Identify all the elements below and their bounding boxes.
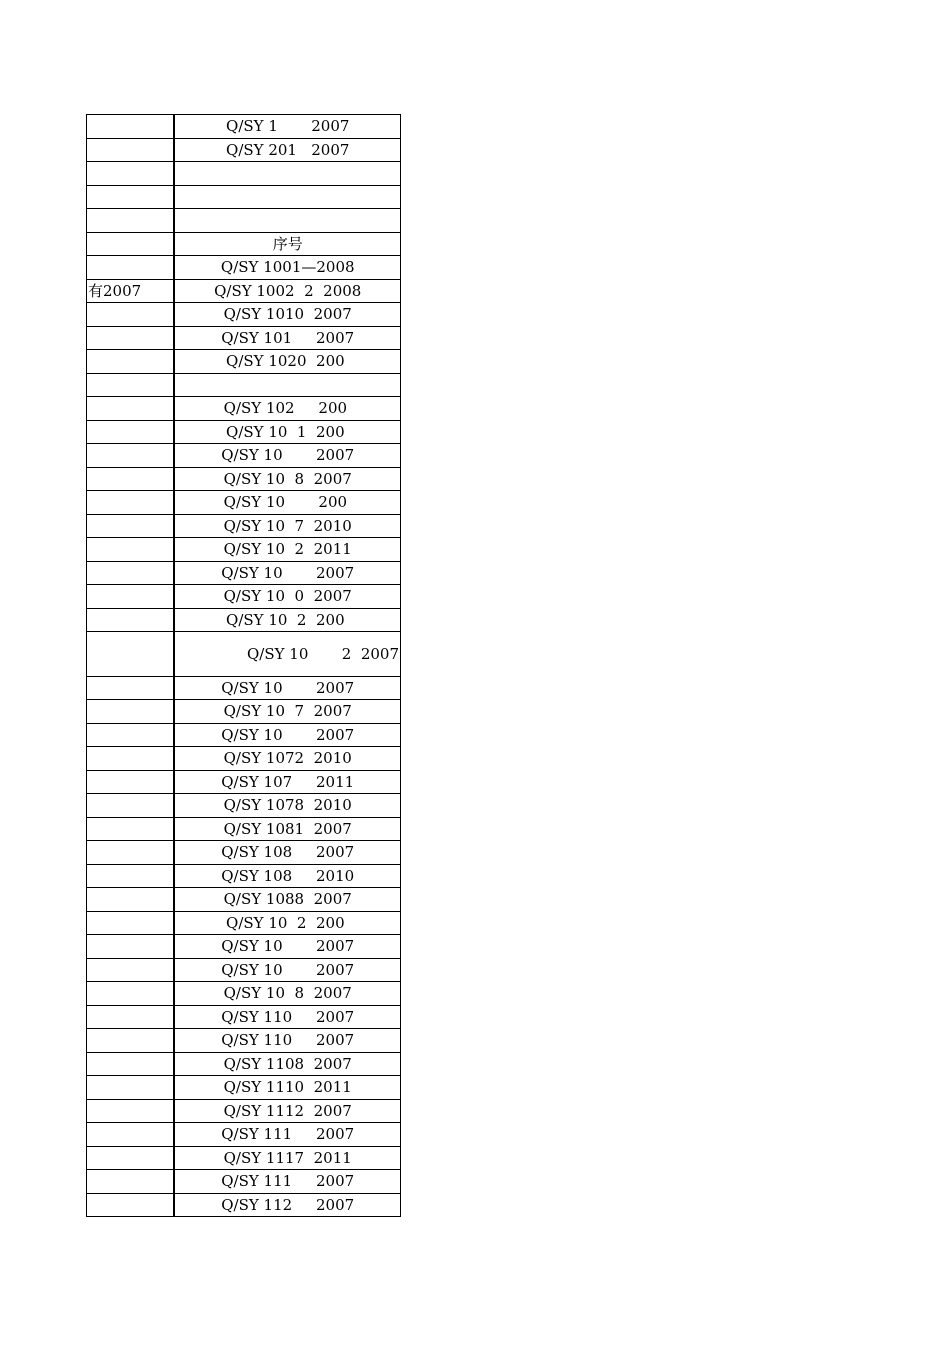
table-row (86, 1170, 401, 1194)
cell-col-a[interactable] (86, 233, 175, 256)
table-row (86, 632, 401, 677)
cell-col-a[interactable] (86, 162, 175, 185)
cell-col-a[interactable] (86, 515, 175, 538)
table-row (86, 1147, 401, 1171)
table-row (86, 1076, 401, 1100)
cell-col-a[interactable] (86, 747, 175, 770)
cell-col-a[interactable] (86, 256, 175, 279)
table-row (86, 209, 401, 233)
cell-col-a[interactable] (86, 1100, 175, 1123)
cell-col-b[interactable]: Q/SY 10 2 200 (175, 912, 401, 935)
cell-col-a[interactable] (86, 1006, 175, 1029)
cell-col-b[interactable]: Q/SY 10 2007 (175, 562, 401, 585)
cell-col-a[interactable] (86, 982, 175, 1005)
cell-col-a[interactable] (86, 585, 175, 608)
table-row (86, 609, 401, 633)
cell-col-a[interactable] (86, 186, 175, 209)
table-row (86, 139, 401, 163)
cell-col-b[interactable]: Q/SY 1010 2007 (175, 303, 401, 326)
cell-col-b[interactable] (175, 209, 401, 232)
table-row (86, 114, 401, 139)
cell-col-a[interactable] (86, 139, 175, 162)
cell-col-a[interactable] (86, 1194, 175, 1217)
cell-col-b[interactable]: Q/SY 10 1 200 (175, 421, 401, 444)
cell-col-b[interactable]: Q/SY 112 2007 (175, 1194, 401, 1217)
cell-col-a[interactable] (86, 115, 175, 138)
table-row (86, 515, 401, 539)
cell-col-b[interactable]: Q/SY 10 2007 (175, 959, 401, 982)
cell-col-b[interactable]: Q/SY 1002 2 2008 (175, 280, 401, 303)
table-row (86, 935, 401, 959)
cell-col-b[interactable]: Q/SY 1020 200 (175, 350, 401, 373)
cell-col-a[interactable] (86, 1053, 175, 1076)
table-row (86, 1194, 401, 1218)
cell-col-b[interactable]: 序号 (175, 233, 401, 256)
cell-col-b[interactable]: Q/SY 1072 2010 (175, 747, 401, 770)
spreadsheet-table (86, 114, 401, 1217)
table-row (86, 444, 401, 468)
table-row (86, 1029, 401, 1053)
cell-col-a[interactable] (86, 350, 175, 373)
cell-col-b[interactable]: Q/SY 111 2007 (175, 1170, 401, 1193)
cell-col-a[interactable] (86, 374, 175, 397)
table-row (86, 350, 401, 374)
cell-col-a[interactable] (86, 724, 175, 747)
table-row (86, 1100, 401, 1124)
cell-col-b[interactable] (175, 162, 401, 185)
cell-col-a[interactable] (86, 562, 175, 585)
cell-col-a[interactable] (86, 700, 175, 723)
cell-col-b[interactable]: Q/SY 10 2007 (175, 935, 401, 958)
cell-col-b[interactable]: Q/SY 10 2007 (175, 677, 401, 700)
cell-col-b[interactable]: Q/SY 10 0 2007 (175, 585, 401, 608)
table-row (86, 1006, 401, 1030)
table-row (86, 888, 401, 912)
table-row (86, 162, 401, 186)
cell-col-a[interactable] (86, 818, 175, 841)
cell-col-a[interactable] (86, 1076, 175, 1099)
cell-col-a[interactable] (86, 959, 175, 982)
cell-col-b[interactable]: Q/SY 10 7 2010 (175, 515, 401, 538)
cell-col-a[interactable] (86, 1029, 175, 1052)
cell-col-b[interactable]: Q/SY 110 2007 (175, 1029, 401, 1052)
cell-col-b[interactable]: Q/SY 1108 2007 (175, 1053, 401, 1076)
cell-col-a[interactable] (86, 209, 175, 232)
table-row (86, 491, 401, 515)
table-row (86, 468, 401, 492)
cell-col-b[interactable]: Q/SY 1110 2011 (175, 1076, 401, 1099)
cell-col-b[interactable]: Q/SY 10 8 2007 (175, 982, 401, 1005)
table-row (86, 982, 401, 1006)
cell-col-b[interactable]: Q/SY 1117 2011 (175, 1147, 401, 1170)
cell-col-b[interactable] (175, 374, 401, 397)
cell-col-b[interactable]: Q/SY 10 2007 (175, 444, 401, 467)
table-row (86, 327, 401, 351)
table-row (86, 677, 401, 701)
cell-col-b[interactable]: Q/SY 10 7 2007 (175, 700, 401, 723)
cell-col-b[interactable]: Q/SY 111 2007 (175, 1123, 401, 1146)
table-row (86, 841, 401, 865)
table-row (86, 818, 401, 842)
table-row (86, 1123, 401, 1147)
cell-col-a[interactable] (86, 771, 175, 794)
table-row (86, 233, 401, 257)
cell-col-a[interactable] (86, 468, 175, 491)
table-row (86, 794, 401, 818)
cell-col-b[interactable]: Q/SY 1001—2008 (175, 256, 401, 279)
cell-col-b[interactable]: Q/SY 10 2 2011 (175, 538, 401, 561)
table-row (86, 1053, 401, 1077)
table-row (86, 912, 401, 936)
table-row (86, 724, 401, 748)
cell-col-b[interactable]: Q/SY 108 2010 (175, 865, 401, 888)
cell-col-a[interactable] (86, 538, 175, 561)
table-row (86, 397, 401, 421)
cell-col-a[interactable] (86, 444, 175, 467)
cell-col-b[interactable]: Q/SY 10 200 (175, 491, 401, 514)
cell-col-a[interactable] (86, 397, 175, 420)
cell-col-b[interactable]: Q/SY 10 8 2007 (175, 468, 401, 491)
table-row (86, 700, 401, 724)
table-row (86, 186, 401, 210)
cell-col-a[interactable] (86, 841, 175, 864)
table-row (86, 771, 401, 795)
table-row (86, 421, 401, 445)
cell-col-a[interactable] (86, 677, 175, 700)
cell-col-b[interactable]: Q/SY 110 2007 (175, 1006, 401, 1029)
cell-col-b[interactable]: Q/SY 108 2007 (175, 841, 401, 864)
cell-col-b[interactable]: Q/SY 1112 2007 (175, 1100, 401, 1123)
cell-col-b[interactable]: Q/SY 1088 2007 (175, 888, 401, 911)
cell-col-b[interactable]: Q/SY 1078 2010 (175, 794, 401, 817)
cell-col-b[interactable]: Q/SY 102 200 (175, 397, 401, 420)
cell-col-a[interactable] (86, 865, 175, 888)
cell-col-b[interactable]: Q/SY 201 2007 (175, 139, 401, 162)
cell-col-a[interactable] (86, 303, 175, 326)
cell-col-b[interactable]: Q/SY 107 2011 (175, 771, 401, 794)
table-row (86, 562, 401, 586)
cell-col-b[interactable]: Q/SY 1081 2007 (175, 818, 401, 841)
table-row (86, 585, 401, 609)
cell-col-a[interactable] (86, 794, 175, 817)
cell-col-a[interactable] (86, 609, 175, 632)
cell-col-a[interactable]: 有2007 (86, 280, 175, 303)
cell-col-a[interactable] (86, 327, 175, 350)
cell-col-a[interactable] (86, 935, 175, 958)
table-row (86, 256, 401, 280)
cell-col-b[interactable]: Q/SY 10 2 2007 (175, 632, 401, 676)
cell-col-b[interactable] (175, 186, 401, 209)
table-row (86, 538, 401, 562)
cell-col-a[interactable] (86, 912, 175, 935)
table-row (86, 959, 401, 983)
table-row (86, 374, 401, 398)
cell-col-a[interactable] (86, 1147, 175, 1170)
cell-col-b[interactable]: Q/SY 10 2 200 (175, 609, 401, 632)
cell-col-a[interactable] (86, 491, 175, 514)
cell-col-b[interactable]: Q/SY 10 2007 (175, 724, 401, 747)
cell-col-b[interactable]: Q/SY 1 2007 (175, 115, 401, 138)
cell-col-a[interactable] (86, 888, 175, 911)
cell-col-b[interactable]: Q/SY 101 2007 (175, 327, 401, 350)
cell-col-a[interactable] (86, 421, 175, 444)
cell-col-a[interactable] (86, 632, 175, 676)
table-row (86, 303, 401, 327)
table-row (86, 280, 401, 304)
cell-col-a[interactable] (86, 1123, 175, 1146)
table-row (86, 865, 401, 889)
table-row (86, 747, 401, 771)
cell-col-a[interactable] (86, 1170, 175, 1193)
